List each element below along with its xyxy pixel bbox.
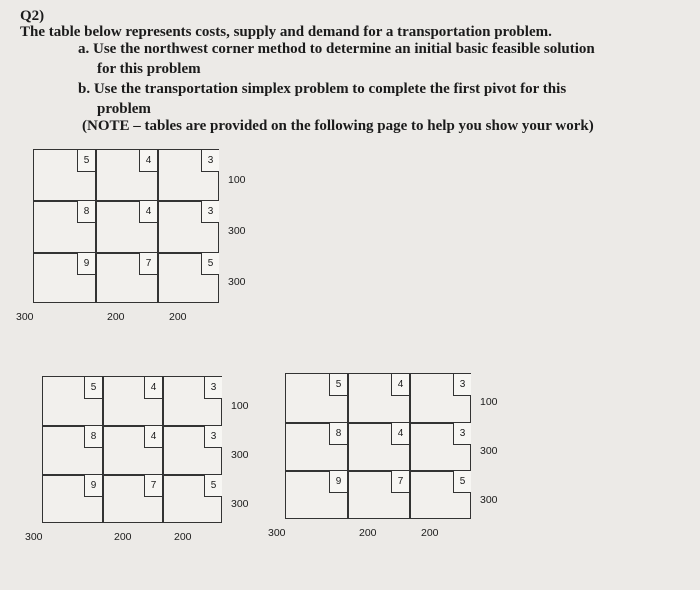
column-divider bbox=[95, 149, 97, 303]
question-number: Q2) bbox=[20, 8, 45, 24]
cost-cell: 3 bbox=[204, 377, 222, 399]
row-divider bbox=[42, 474, 222, 476]
demand-value: 200 bbox=[169, 311, 187, 323]
supply-value: 300 bbox=[231, 449, 249, 461]
cost-cell: 5 bbox=[453, 471, 471, 493]
problem-intro: The table below represents costs, supply and demand for a transportation problem. bbox=[20, 24, 552, 40]
cost-cell: 7 bbox=[144, 475, 162, 497]
cost-cell: 8 bbox=[77, 201, 95, 223]
item-b bbox=[78, 80, 566, 98]
cost-cell: 4 bbox=[391, 374, 409, 396]
cost-cell: 4 bbox=[139, 201, 157, 223]
row-divider bbox=[285, 470, 471, 472]
item-a-text: Use the northwest corner method to determine an initial basic feasible solution bbox=[93, 41, 595, 57]
cost-cell: 3 bbox=[204, 426, 222, 448]
row-divider bbox=[42, 425, 222, 427]
demand-value: 200 bbox=[421, 527, 439, 539]
cost-cell: 5 bbox=[201, 253, 219, 275]
cost-cell: 5 bbox=[329, 374, 347, 396]
cost-cell: 3 bbox=[453, 374, 471, 396]
demand-value: 200 bbox=[107, 311, 125, 323]
demand-value: 200 bbox=[114, 531, 132, 543]
item-a-marker: a. bbox=[78, 41, 90, 57]
demand-value: 200 bbox=[359, 527, 377, 539]
table-frame bbox=[33, 149, 219, 303]
cost-cell: 5 bbox=[84, 377, 102, 399]
cost-cell: 3 bbox=[201, 150, 219, 172]
supply-value: 300 bbox=[231, 498, 249, 510]
column-divider bbox=[409, 373, 411, 519]
table-frame bbox=[285, 373, 471, 519]
note: (NOTE – tables are provided on the following page to help you show your work) bbox=[82, 118, 594, 134]
cost-cell: 8 bbox=[329, 423, 347, 445]
row-divider bbox=[33, 252, 219, 254]
item-b-text: Use the transportation simplex problem to complete the first pivot for this bbox=[93, 81, 567, 97]
column-divider bbox=[102, 376, 104, 523]
cost-cell: 5 bbox=[204, 475, 222, 497]
item-a bbox=[78, 40, 595, 58]
column-divider bbox=[157, 149, 159, 303]
cost-cell: 9 bbox=[84, 475, 102, 497]
item-b-continuation: problem bbox=[97, 101, 151, 117]
demand-value: 200 bbox=[174, 531, 192, 543]
demand-value: 300 bbox=[268, 527, 286, 539]
supply-value: 100 bbox=[228, 174, 246, 186]
table-frame bbox=[42, 376, 222, 523]
demand-value: 300 bbox=[25, 531, 43, 543]
demand-value: 300 bbox=[16, 311, 34, 323]
cost-cell: 4 bbox=[391, 423, 409, 445]
cost-cell: 4 bbox=[139, 150, 157, 172]
cost-cell: 3 bbox=[453, 423, 471, 445]
supply-value: 300 bbox=[480, 494, 498, 506]
cost-cell: 3 bbox=[201, 201, 219, 223]
cost-cell: 5 bbox=[77, 150, 95, 172]
cost-cell: 7 bbox=[139, 253, 157, 275]
row-divider bbox=[33, 200, 219, 202]
item-a-continuation: for this problem bbox=[97, 61, 201, 77]
cost-cell: 7 bbox=[391, 471, 409, 493]
supply-value: 300 bbox=[480, 445, 498, 457]
row-divider bbox=[285, 422, 471, 424]
item-b-marker: b. bbox=[78, 81, 91, 97]
cost-cell: 4 bbox=[144, 377, 162, 399]
column-divider bbox=[162, 376, 164, 523]
cost-cell: 9 bbox=[77, 253, 95, 275]
supply-value: 300 bbox=[228, 276, 246, 288]
supply-value: 300 bbox=[228, 225, 246, 237]
column-divider bbox=[347, 373, 349, 519]
supply-value: 100 bbox=[480, 396, 498, 408]
cost-cell: 8 bbox=[84, 426, 102, 448]
cost-cell: 9 bbox=[329, 471, 347, 493]
supply-value: 100 bbox=[231, 400, 249, 412]
cost-cell: 4 bbox=[144, 426, 162, 448]
